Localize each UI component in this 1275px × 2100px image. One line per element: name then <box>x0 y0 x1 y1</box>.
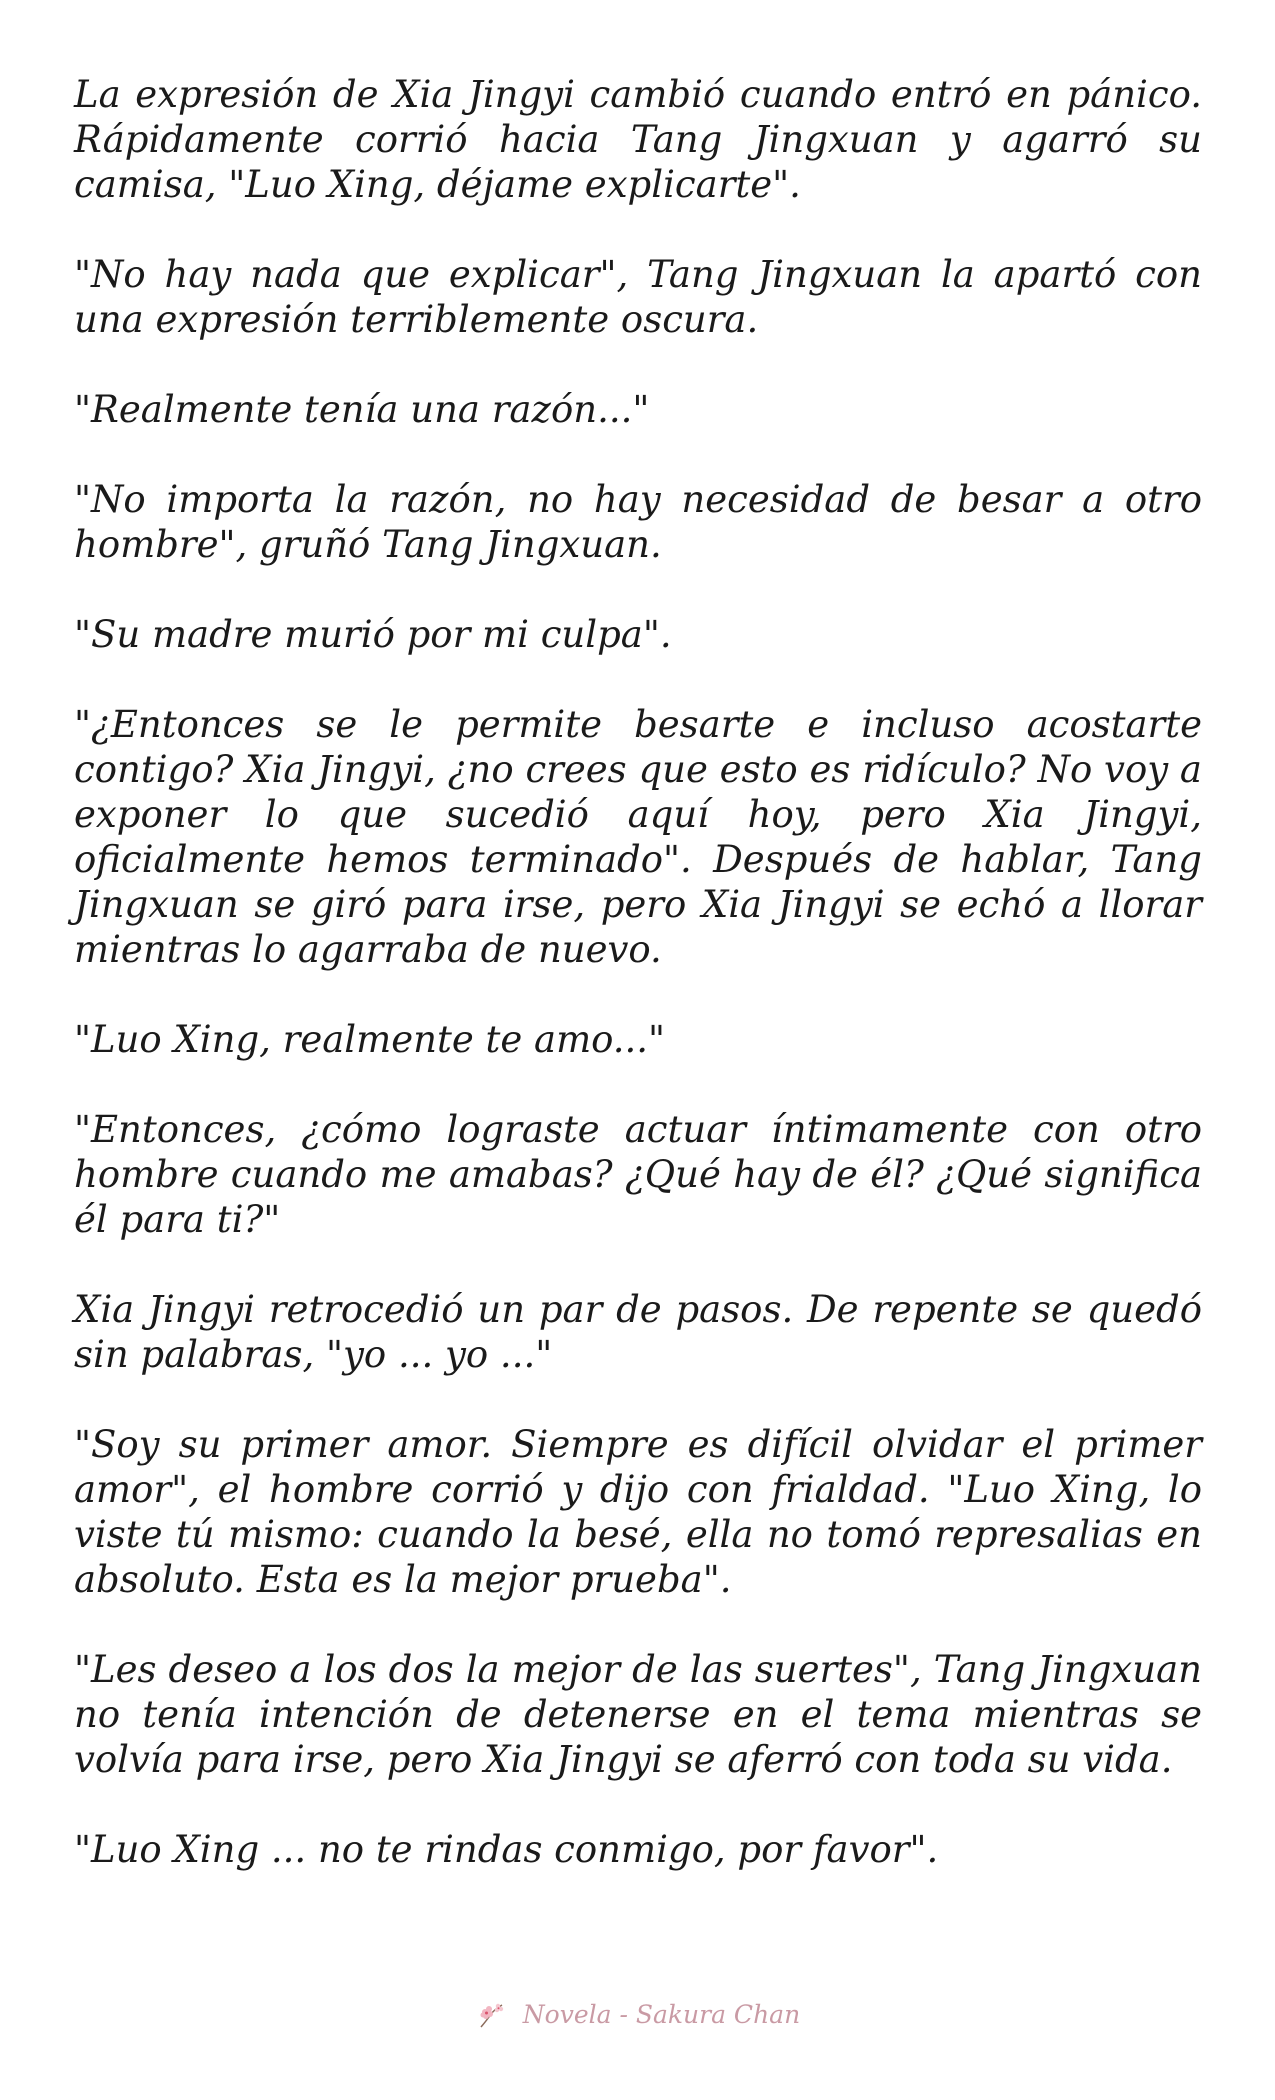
paragraph-1: La expresión de Xia Jingyi cambió cuando entró en pánico. Rápidamente corrió hacia Tang Jingxuan y agarró su camisa, "Luo Xing, déjame explicarte". <box>74 73 1202 206</box>
cherry-blossom-icon <box>475 2000 509 2030</box>
paragraph-12: "Luo Xing ... no te rindas conmigo, por favor". <box>74 1828 939 1871</box>
paragraph-3: "Realmente tenía una razón..." <box>74 388 650 431</box>
paragraph-9: Xia Jingyi retrocedió un par de pasos. De repente se quedó sin palabras, "yo ... yo ..." <box>74 1288 1202 1376</box>
paragraph-6: "¿Entonces se le permite besarte e incluso acostarte contigo? Xia Jingyi, ¿no crees que esto es ridículo? No voy a exponer lo que sucedió aquí hoy, pero Xia Jingyi, oficialmente hemos terminado". Después de hablar, Tang Jingxuan se giró para irse, pero Xia Jingyi se echó a llorar mientras lo agarraba de nuevo. <box>74 703 1202 971</box>
footer-watermark <box>0 1998 1275 2030</box>
paragraph-4: "No importa la razón, no hay necesidad de besar a otro hombre", gruñó Tang Jingxuan. <box>74 478 1202 566</box>
paragraph-7: "Luo Xing, realmente te amo..." <box>74 1018 666 1061</box>
paragraph-11: "Les deseo a los dos la mejor de las suertes", Tang Jingxuan no tenía intención de detenerse en el tema mientras se volvía para irse, pero Xia Jingyi se aferró con toda su vida. <box>74 1648 1202 1781</box>
paragraph-2: "No hay nada que explicar", Tang Jingxuan la apartó con una expresión terriblemente oscura. <box>74 253 1202 341</box>
paragraph-8: "Entonces, ¿cómo lograste actuar íntimamente con otro hombre cuando me amabas? ¿Qué hay de él? ¿Qué significa él para ti?" <box>74 1108 1202 1241</box>
paragraph-5: "Su madre murió por mi culpa". <box>74 613 672 656</box>
paragraph-10: "Soy su primer amor. Siempre es difícil olvidar el primer amor", el hombre corrió y dijo con frialdad. "Luo Xing, lo viste tú mismo: cuando la besé, ella no tomó represalias en absoluto. Esta es la mejor prueba". <box>74 1423 1202 1601</box>
document-body <box>74 72 1202 1917</box>
footer-text: Novela - Sakura Chan <box>522 2000 801 2029</box>
